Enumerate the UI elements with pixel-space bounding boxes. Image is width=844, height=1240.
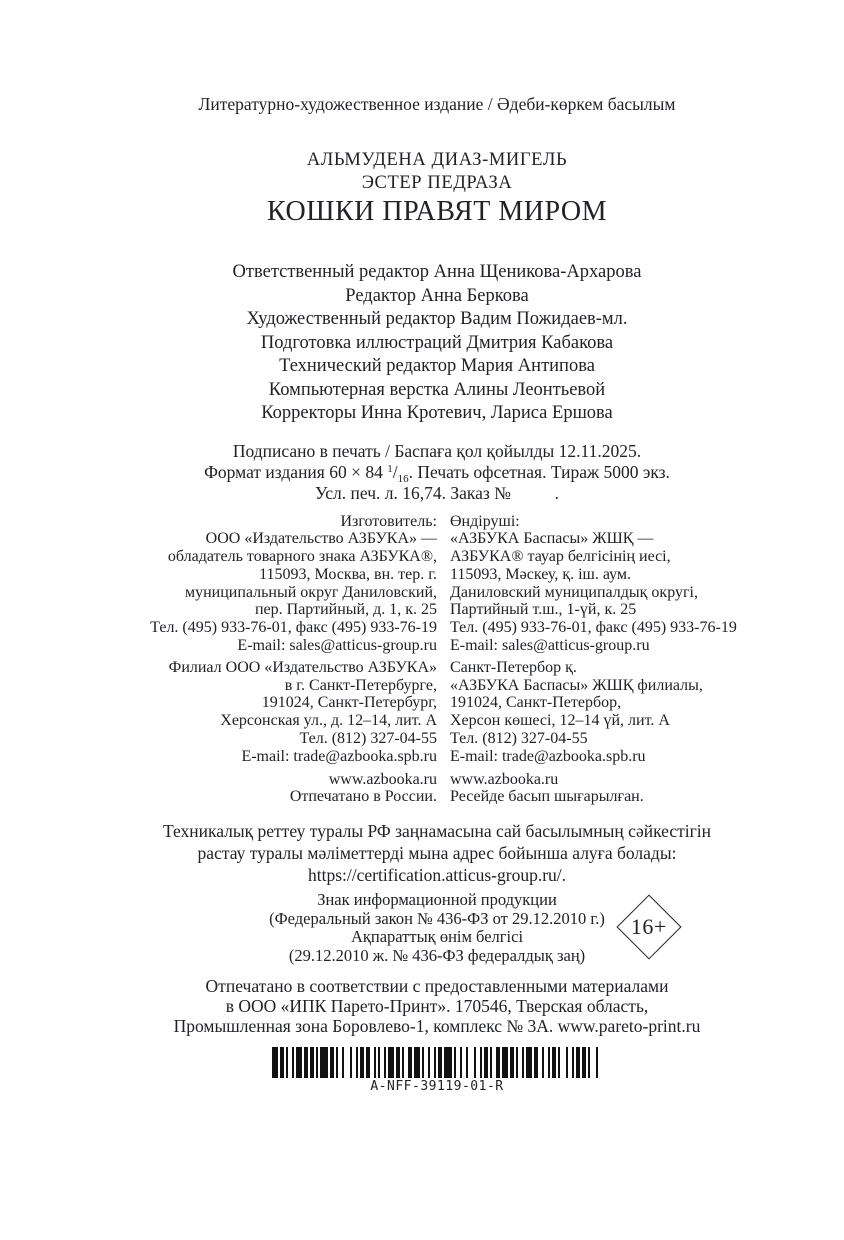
printer-block — [112, 976, 762, 1036]
address-line: Партийный т.ш., 1-үй, к. 25 — [450, 601, 637, 619]
printer-line: в ООО «ИПК Парето-Принт». 170546, Тверская область, — [225, 995, 649, 1016]
order-number-line: Усл. печ. л. 16,74. Заказ № . — [314, 482, 560, 503]
printer-line: Отпечатано в соответствии с предоставленными материалами — [205, 975, 669, 996]
address-line: муниципальный округ Даниловский, — [184, 583, 437, 601]
age-mark-line: Знак информационной продукции — [317, 890, 557, 910]
age-mark-block — [112, 891, 762, 965]
author-name: АЛЬМУДЕНА ДИАЗ-МИГЕЛЬ — [306, 150, 568, 170]
website-block — [112, 771, 762, 807]
authors-block — [112, 149, 762, 195]
edition-type-line: Литературно-художественное издание / Әдеби-көркем басылым — [198, 94, 676, 114]
address-line: Өндіруші: — [450, 512, 520, 530]
barcode-gap — [598, 1047, 602, 1078]
web-line: Отпечатано в России. — [289, 788, 437, 806]
barcode-label: A-NFF-39119-01-R — [370, 1078, 504, 1094]
credit-line: Корректоры Инна Кротевич, Лариса Ершова — [261, 403, 613, 423]
address-line: «АЗБУКА Баспасы» ЖШҚ — — [450, 530, 654, 548]
credit-line: Художественный редактор Вадим Пожидаев-мл. — [246, 309, 628, 329]
address-line: 115093, Москва, вн. тер. г. — [259, 565, 437, 583]
certification-line: растау туралы мәліметтерді мына адрес бойынша алуға болады: — [197, 842, 677, 863]
address-line: Херсон көшесі, 12–14 үй, лит. А — [450, 712, 670, 730]
address-line: Филиал ООО «Издательство АЗБУКА» — [168, 658, 437, 676]
certification-block — [112, 821, 762, 886]
address-line: E-mail: sales@atticus-group.ru — [237, 637, 437, 655]
address-line: 191024, Санкт-Петербор, — [450, 694, 622, 712]
colophon-page — [112, 0, 762, 1094]
address-line: АЗБУКА® тауар белгісінің иесі, — [450, 548, 671, 566]
address-line: пер. Партийный, д. 1, к. 25 — [254, 601, 437, 619]
address-line: Тел. (812) 327-04-55 — [450, 730, 588, 748]
age-rating-badge — [617, 895, 681, 959]
format-denominator: 16 — [397, 472, 409, 485]
branch-kz-column — [450, 659, 762, 766]
credit-line: Ответственный редактор Анна Щеникова-Архарова — [232, 262, 642, 282]
signed-to-print-line: Подписано в печать / Баспаға қол қойылды 12.11.2025. — [232, 440, 642, 461]
diamond-shape — [616, 895, 681, 960]
author-name: ЭСТЕР ПЕДРАЗА — [361, 173, 513, 193]
address-line: Изготовитель: — [340, 512, 437, 530]
printer-line: Промышленная зона Боровлево-1, комплекс № 3А. www.pareto-print.ru — [173, 1015, 701, 1036]
address-line: 115093, Мәскеу, қ. іш. аум. — [450, 565, 632, 583]
barcode-bar — [444, 1047, 452, 1078]
address-line: в г. Санкт-Петербурге, — [284, 676, 437, 694]
address-line: Даниловский муниципалдық округі, — [450, 583, 698, 601]
barcode — [272, 1047, 602, 1078]
address-line: Тел. (495) 933-76-01, факс (495) 933-76-19 — [450, 619, 737, 637]
branch-ru-column — [112, 659, 437, 766]
format-numerator: 1 — [387, 462, 393, 475]
website-ru-column — [112, 771, 437, 807]
web-line: www.azbooka.ru — [450, 770, 559, 788]
credit-line: Редактор Анна Беркова — [345, 285, 529, 306]
format-prefix: Формат издания 60 × 84 — [204, 461, 388, 482]
credits-block — [112, 261, 762, 426]
branch-block — [112, 659, 762, 766]
address-line: «АЗБУКА Баспасы» ЖШҚ филиалы, — [450, 676, 703, 694]
address-line: обладатель товарного знака АЗБУКА®, — [167, 548, 437, 566]
address-line: Херсонская ул., д. 12–14, лит. А — [220, 712, 437, 730]
web-line: Ресейде басып шығарылған. — [450, 788, 644, 806]
format-suffix: . Печать офсетная. Тираж 5000 экз. — [408, 461, 670, 482]
credit-line: Компьютерная верстка Алины Леонтьевой — [268, 379, 606, 400]
age-mark-line: (29.12.2010 ж. № 436-ФЗ федералдық заң) — [288, 945, 586, 965]
certification-line: https://certification.atticus-group.ru/. — [307, 864, 567, 885]
barcode-bar — [320, 1047, 328, 1078]
address-line: Тел. (495) 933-76-01, факс (495) 933-76-19 — [150, 619, 437, 637]
book-title: КОШКИ ПРАВЯТ МИРОМ — [267, 196, 607, 227]
print-info-block — [112, 441, 762, 504]
age-mark-line: (Федеральный закон № 436-ФЗ от 29.12.2010 г.) — [269, 908, 605, 928]
barcode-section — [112, 1047, 762, 1094]
certification-line: Техникалық реттеу туралы РФ заңнамасына сай басылымның сәйкестігін — [162, 821, 712, 842]
address-line: E-mail: sales@atticus-group.ru — [450, 637, 650, 655]
web-line: www.azbooka.ru — [328, 770, 437, 788]
age-mark-line: Ақпараттық өнім белгісі — [350, 927, 524, 947]
manufacturer-kz-column — [450, 513, 762, 655]
manufacturer-ru-column — [112, 513, 437, 655]
address-line: 191024, Санкт-Петербург, — [261, 694, 437, 712]
manufacturer-block — [112, 513, 762, 655]
address-line: Тел. (812) 327-04-55 — [299, 730, 437, 748]
website-kz-column — [450, 771, 762, 807]
address-line: E-mail: trade@azbooka.spb.ru — [450, 747, 646, 765]
format-slash: / — [392, 461, 398, 482]
age-rating-text: 16+ — [631, 914, 667, 940]
format-line — [112, 462, 762, 483]
address-line: E-mail: trade@azbooka.spb.ru — [241, 747, 437, 765]
credit-line: Подготовка иллюстраций Дмитрия Кабакова — [260, 332, 614, 353]
address-line: ООО «Издательство АЗБУКА» — — [205, 530, 437, 548]
credit-line: Технический редактор Мария Антипова — [279, 356, 595, 376]
address-line: Санкт-Петербор қ. — [450, 658, 577, 676]
